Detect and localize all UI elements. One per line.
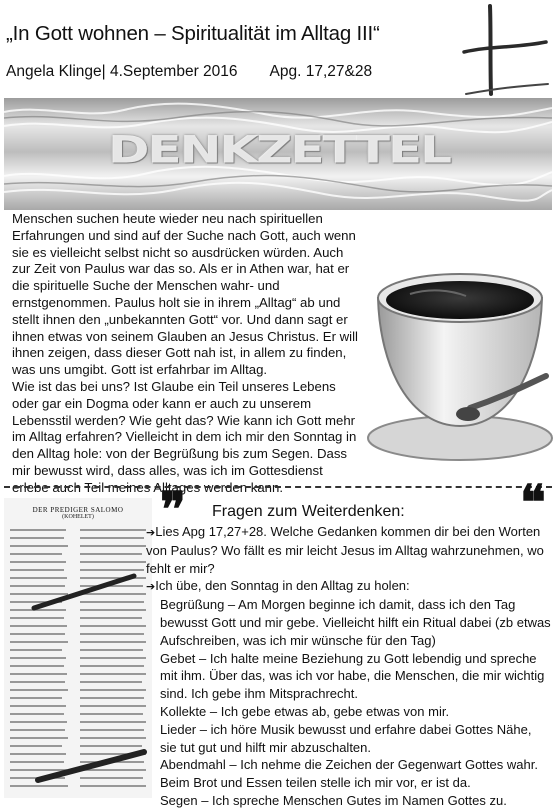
questions-heading: Fragen zum Weiterdenken: [212,503,405,520]
quote-open-icon: ❞ [160,484,186,537]
author-date: Angela Klinge| 4.September 2016 [6,63,238,80]
question-item-2-text: Ich übe, den Sonntag in den Alltag zu holen: [155,578,410,594]
question-item-2 [146,577,551,596]
questions-list [146,523,551,810]
bible-reference: Apg. 17,27&28 [269,63,373,80]
document-title: „In Gott wohnen – Spiritualität im Alltag III“ [6,22,380,45]
practice-item-blessing: Segen – Ich spreche Menschen Gutes im Namen Gottes zu. [160,792,507,808]
arrow-icon: ➔ [146,580,156,594]
arrow-icon: ➔ [146,526,156,539]
document-meta [6,63,466,81]
question-item-1 [146,523,551,577]
intro-paragraph-2: Wie ist das bei uns? Ist Glaube ein Teil unseres Lebens oder gar ein Dogma oder kann er auch zu unserem Lebensstil werden? Wie geht das? Wie kann ich Gott mehr im Alltag erfahren? Vielleicht in dem ich mir den Sonntag in den Alltag hole: von der Begrüßung bis zum Segen. Dass mir bewusst wird, dass alles, was ich im Gottesdienst erlebe auch Teil meines Alltages werden kann. [12,378,357,495]
intro-text [12,211,362,497]
bible-page-subheading: (KOHELET) [62,514,94,520]
section-divider [4,486,552,488]
coffee-cup-image [350,258,555,470]
banner-title: DENKZETTEL [108,128,451,172]
bible-text-texture [4,520,152,798]
practice-item-collection: Kollekte – Ich gebe etwas ab, gebe etwas von mir. [160,703,450,719]
practice-item-greeting: Begrüßung – Am Morgen beginne ich damit, dass ich den Tag bewusst Gott und mir gebe. Vielleicht hilft ein Ritual dabei (zb etwas Aufschreiben, was ich mir wünsche für den Tag) [160,597,551,648]
cross-icon [460,2,550,96]
bible-page-image [4,498,152,798]
practice-list [146,596,551,810]
denkzettel-banner [4,98,552,210]
practice-item-communion: Abendmahl – Ich nehme die Zeichen der Gegenwart Gottes wahr. Beim Brot und Essen teilen stelle ich mir vor, er ist da. [160,757,538,791]
quote-close-icon: ❝ [520,477,546,530]
practice-item-songs: Lieder – ich höre Musik bewusst und erfahre dabei Gottes Nähe, sie tut gut und hilft mir abzuschalten. [160,721,532,755]
question-item-1-text: Lies Apg 17,27+28. Welche Gedanken kommen dir bei den Worten von Paulus? Wo fällt es mir leicht Jesus im Alltag wahrzunehmen, wo fehlt er mir? [146,524,544,576]
practice-item-prayer: Gebet – Ich halte meine Beziehung zu Gott lebendig und spreche mit ihm. Über das, was ich vor habe, die Menschen, die mir wichtig sind. Ich gebe ihm Mitsprachrecht. [160,650,545,702]
bible-page-heading: DER PREDIGER SALOMO [32,506,124,514]
intro-paragraph-1: Menschen suchen heute wieder neu nach spirituellen Erfahrungen und sind auf der Suche nach Gott, auch wenn sie es vielleicht selbst nicht so ausdrücken würden. Auch zur Zeit von Paulus war das so. Als er in Athen war, hat er die spirituelle Suche der Menschen wahr- und ernstgenommen. Paulus holt sie in ihrem „Alltag“ ab und stellt ihnen den „unbekannten Gott“ vor. Und dann sagt er ihnen etwas von seinem Glauben an Jesus Christus. Er will ihnen zeigen, dass dieser Gott nah ist, in allem zu finden, was uns umgibt. Gott ist erfahrbar im Alltag. [12,211,358,378]
